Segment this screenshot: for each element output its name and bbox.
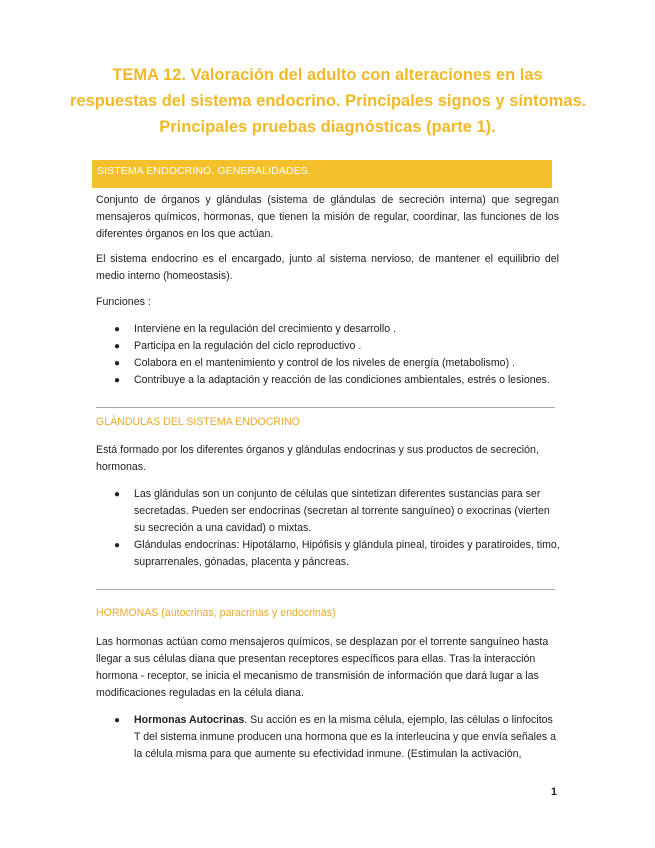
list-item: ● Contribuye a la adaptación y reacción de las condiciones ambientales, estrés o lesiones. <box>96 372 559 389</box>
title-line-2: respuestas del sistema endocrino. Principales signos y síntomas. <box>70 92 587 110</box>
bullet-icon: ● <box>114 358 121 369</box>
paragraph-hormonas: Las hormonas actúan como mensajeros químicos, se desplazan por el torrente sanguíneo hasta llegar a sus células diana que presentan receptores específicos para ellas. Tras la interacción hormona - receptor, se inicia el mecanismo de transmisión de información que dará lugar a las modificaciones reguladas en la célula diana. <box>96 636 549 699</box>
list-item: ● Glándulas endocrinas: Hipotálamo, Hipófisis y glándula pineal, tiroides y paratiroides, timo, suprarrenales, gónadas, placenta y páncreas. <box>114 539 560 568</box>
page-number: 1 <box>551 786 557 798</box>
section-divider <box>96 589 555 590</box>
funciones-list <box>96 321 559 389</box>
bullet-icon: ● <box>114 375 121 386</box>
paragraph-sistema-endocrino: El sistema endocrino es el encargado, junto al sistema nervioso, de mantener el equilibrio del medio interno (homeostasis). <box>96 253 559 282</box>
section-divider <box>96 407 555 408</box>
list-item: ● Las glándulas son un conjunto de células que sintetizan diferentes sustancias para ser secretadas. Pueden ser endocrinas (secretan al torrente sanguíneo) o exocrinas (vierten su secreción a una cavidad) o mixtas. <box>114 488 550 534</box>
section-heading-generalidades: SISTEMA ENDOCRINO. GENERALIDADES. <box>97 165 311 177</box>
title-line-1: TEMA 12. Valoración del adulto con alteraciones en las <box>112 66 543 84</box>
section-heading-glandulas: GLÁNDULAS DEL SISTEMA ENDOCRINO <box>96 416 300 428</box>
list-item: ● Interviene en la regulación del crecimiento y desarrollo . <box>96 321 559 338</box>
page-title <box>70 62 585 140</box>
section-heading-bar <box>92 160 552 188</box>
title-line-3: Principales pruebas diagnósticas (parte 1). <box>159 118 496 136</box>
list-item: ● Colabora en el mantenimiento y control de los niveles de energía (metabolismo) . <box>96 355 559 372</box>
glandulas-list <box>96 486 561 571</box>
list-item: ● Participa en la regulación del ciclo reproductivo . <box>96 338 559 355</box>
bullet-icon: ● <box>114 341 121 352</box>
bullet-icon: ● <box>114 489 121 500</box>
bullet-icon: ● <box>114 324 121 335</box>
hormonas-autocrinas-term: Hormonas Autocrinas <box>134 714 245 726</box>
section-heading-hormonas: HORMONAS (autocrinas, paracrinas y endocrinas) <box>96 607 336 619</box>
hormonas-list <box>96 712 561 763</box>
paragraph-conjunto: Conjunto de órganos y glándulas (sistema de glándulas de secreción interna) que segregan mensajeros químicos, hormonas, que tienen la misión de regular, coordinar, las funciones de los diferentes órganos en los que actúan. <box>96 194 559 240</box>
list-item: ● Hormonas Autocrinas. Su acción es en la misma célula, ejemplo, las células o linfocitos T del sistema inmune producen una hormona que es la interleucina y que envía señales a la célula misma para que aumente su efectividad inmune. (Estimulan la activación, <box>114 714 557 760</box>
bullet-icon: ● <box>114 715 121 726</box>
funciones-label: Funciones : <box>96 296 151 308</box>
bullet-icon: ● <box>114 540 121 551</box>
paragraph-glandulas: Está formado por los diferentes órganos y glándulas endocrinas y sus productos de secreción, hormonas. <box>96 444 539 473</box>
